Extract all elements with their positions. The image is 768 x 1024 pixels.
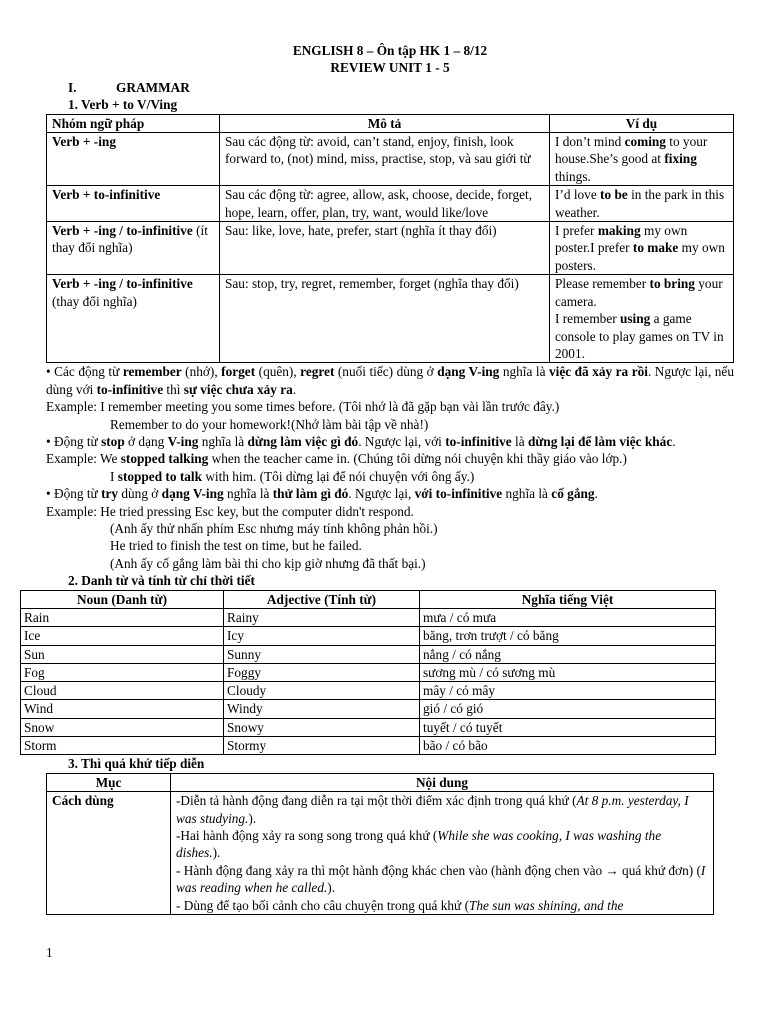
text-run: - Hành động đang xảy ra thì một hành động khác chen vào (hành động chen vào → quá khứ đơn) ( xyxy=(176,862,701,878)
table-row xyxy=(21,682,716,700)
text-run: things. xyxy=(555,168,591,184)
text-run: dừng làm việc gì đó xyxy=(247,433,359,449)
text-run: dạng V-ing xyxy=(437,364,500,380)
text-run: stop xyxy=(101,433,125,449)
text-run: remember xyxy=(122,364,182,380)
subsection-heading-1: 1. Verb + to V/Ving xyxy=(68,97,178,113)
text-run: ). xyxy=(212,845,221,861)
grammar-group-cell xyxy=(47,275,220,363)
text-run: using xyxy=(619,311,651,327)
table-row xyxy=(47,222,734,275)
adjective-cell: Snowy xyxy=(224,718,420,736)
note-paragraph xyxy=(46,485,734,502)
noun-cell: Fog xyxy=(21,663,224,681)
table-row xyxy=(21,627,716,645)
text-run: • Động từ xyxy=(46,486,102,502)
description-cell: Sau các động từ: avoid, can’t stand, enjoy, finish, look forward to, (not) mind, miss, practise, stop, và sau giới từ xyxy=(220,133,550,186)
text-run: - Dùng để tạo bối cảnh cho câu chuyện trong quá khứ ( xyxy=(176,897,469,913)
text-run: Please remember xyxy=(555,276,650,292)
table-row xyxy=(47,275,734,363)
grammar-group-name: Verb + to-infinitive xyxy=(52,187,161,203)
text-run: là xyxy=(511,433,528,449)
text-run: Example: I remember meeting you some times before. (Tôi nhớ là đã gặp bạn vài lần trước đây.) xyxy=(46,399,560,415)
meaning-cell: mây / có mây xyxy=(420,682,716,700)
text-run: sự việc chưa xảy ra xyxy=(183,381,293,397)
text-run: dạng V-ing xyxy=(161,486,224,502)
text-run: While she was cooking, I was washing the dishes. xyxy=(176,828,662,861)
header-cell: Nội dung xyxy=(171,773,714,791)
example-cell xyxy=(550,275,734,363)
adjective-cell: Stormy xyxy=(224,737,420,755)
grammar-notes xyxy=(46,363,734,572)
usage-label: Cách dùng xyxy=(47,792,171,915)
text-run: Example: We xyxy=(46,451,121,467)
text-run: nghĩa là xyxy=(499,364,549,380)
description-cell: Sau: stop, try, regret, remember, forget (nghĩa thay đổi) xyxy=(220,275,550,363)
meaning-cell: nắng / có nắng xyxy=(420,645,716,663)
text-run: . Ngược lại, xyxy=(348,486,415,502)
description-cell: Sau: like, love, hate, prefer, start (nghĩa ít thay đổi) xyxy=(220,222,550,275)
adjective-cell: Rainy xyxy=(224,609,420,627)
page-number: 1 xyxy=(46,945,53,960)
usage-item xyxy=(176,827,708,862)
subsection-heading-2: 2. Danh từ và tính từ chỉ thời tiết xyxy=(68,573,255,589)
section-number: I. xyxy=(68,79,77,95)
grammar-group-cell xyxy=(47,222,220,275)
subsection-heading-3: 3. Thì quá khứ tiếp diễn xyxy=(68,756,205,772)
usage-content xyxy=(171,792,714,915)
text-run: ở dạng xyxy=(124,433,168,449)
document-page xyxy=(24,42,734,915)
text-run: thì xyxy=(163,381,184,397)
text-run: to your house.She’s good at xyxy=(555,134,708,167)
text-run: try xyxy=(101,486,119,502)
note-paragraph xyxy=(46,537,734,554)
text-run: -Diễn tả hành động đang diễn ra tại một thời điểm xác định trong quá khứ ( xyxy=(176,793,577,809)
text-run: your camera. xyxy=(555,276,723,309)
note-paragraph xyxy=(46,520,734,537)
table-row xyxy=(21,645,716,663)
meaning-cell: gió / có gió xyxy=(420,700,716,718)
text-run: He tried to finish the test on time, but he failed. xyxy=(110,538,362,554)
text-run: forget xyxy=(221,364,256,380)
adjective-cell: Windy xyxy=(224,700,420,718)
text-run: với to-infinitive xyxy=(414,486,503,502)
note-paragraph xyxy=(46,555,734,572)
grammar-group-name: Verb + -ing xyxy=(52,134,116,150)
text-run: to be xyxy=(600,187,628,203)
text-run: to bring xyxy=(649,276,695,292)
meaning-cell: mưa / có mưa xyxy=(420,609,716,627)
grammar-group-name: Verb + -ing / to-infinitive xyxy=(52,276,193,292)
note-paragraph xyxy=(46,416,734,433)
text-run: (nuối tiếc) dùng ở xyxy=(334,364,438,380)
table-row xyxy=(47,133,734,186)
grammar-group-cell xyxy=(47,186,220,222)
text-run: making xyxy=(597,223,641,239)
usage-item xyxy=(176,897,708,914)
text-run: dùng ở xyxy=(118,486,162,502)
text-run: Example: He tried pressing Esc key, but the computer didn't respond. xyxy=(46,503,414,519)
text-run: to-infinitive xyxy=(445,433,512,449)
doc-subtitle: REVIEW UNIT 1 - 5 xyxy=(330,60,450,76)
header-cell: Mô tả xyxy=(220,114,550,132)
text-run: with him. (Tôi dừng lại để nói chuyện với ông ấy.) xyxy=(202,468,475,484)
note-paragraph xyxy=(46,363,734,398)
text-run: (Anh ấy cố gắng làm bài thi cho kịp giờ nhưng đã thất bại.) xyxy=(110,555,426,571)
text-run: (Anh ấy thử nhấn phím Esc nhưng máy tính không phản hồi.) xyxy=(110,520,438,536)
text-run: -Hai hành động xảy ra song song trong quá khứ ( xyxy=(176,828,438,843)
doc-title: ENGLISH 8 – Ôn tập HK 1 – 8/12 xyxy=(292,43,488,58)
table-row xyxy=(47,792,714,915)
header-cell: Adjective (Tính từ) xyxy=(224,590,420,608)
text-run: việc đã xảy ra rồi xyxy=(549,364,648,380)
usage-item xyxy=(176,862,708,897)
meaning-cell: bão / có bão xyxy=(420,737,716,755)
grammar-group-cell xyxy=(47,133,220,186)
section-title: GRAMMAR xyxy=(116,79,190,95)
grammar-group-note: (ít thay đổi nghĩa) xyxy=(52,223,208,256)
text-run: nghĩa là xyxy=(502,486,552,502)
text-run: in the park in this weather. xyxy=(555,187,725,220)
section-heading xyxy=(46,79,734,96)
text-run: . Ngược lại, nếu dùng với xyxy=(46,364,734,397)
header-cell: Ví dụ xyxy=(550,114,734,132)
text-run: a game console to play games on TV in 2001. xyxy=(555,311,724,361)
example-cell xyxy=(550,133,734,186)
meaning-cell: băng, trơn trượt / có băng xyxy=(420,627,716,645)
text-run: stopped talking xyxy=(120,451,209,467)
noun-cell: Cloud xyxy=(21,682,224,700)
text-run: I xyxy=(110,468,118,484)
text-run: At 8 p.m. yesterday, I was studying. xyxy=(176,793,689,826)
text-run: . xyxy=(672,433,676,449)
adjective-cell: Foggy xyxy=(224,663,420,681)
text-run: when the teacher came in. (Chúng tôi dừng nói chuyện khi thầy giáo vào lớp.) xyxy=(208,451,627,467)
noun-cell: Wind xyxy=(21,700,224,718)
text-run: coming xyxy=(624,134,666,150)
text-run: thử làm gì đó xyxy=(272,486,349,502)
text-run: V-ing xyxy=(167,433,199,449)
table-row xyxy=(21,609,716,627)
description-cell: Sau các động từ: agree, allow, ask, choose, decide, forget, hope, learn, offer, plan, try, want, would like/love xyxy=(220,186,550,222)
text-run: fixing xyxy=(664,151,697,167)
text-run: (quên), xyxy=(255,364,301,380)
past-continuous-table xyxy=(46,773,714,915)
meaning-cell: tuyết / có tuyết xyxy=(420,718,716,736)
header-cell: Noun (Danh từ) xyxy=(21,590,224,608)
adjective-cell: Icy xyxy=(224,627,420,645)
text-run: The sun was shining, and the xyxy=(469,897,624,913)
note-paragraph xyxy=(46,450,734,467)
text-run: nghĩa là xyxy=(223,486,273,502)
adjective-cell: Sunny xyxy=(224,645,420,663)
adjective-cell: Cloudy xyxy=(224,682,420,700)
table-header-row xyxy=(21,590,716,608)
table-row xyxy=(47,186,734,222)
table-header-row xyxy=(47,114,734,132)
example-cell xyxy=(550,222,734,275)
text-run: to-infinitive xyxy=(96,381,164,397)
noun-cell: Snow xyxy=(21,718,224,736)
text-run: to make xyxy=(632,240,679,256)
text-run: stopped to talk xyxy=(117,468,202,484)
text-run: nghĩa là xyxy=(198,433,248,449)
text-run: (nhớ), xyxy=(181,364,222,380)
noun-cell: Ice xyxy=(21,627,224,645)
text-run: . Ngược lại, với xyxy=(358,433,446,449)
table-row xyxy=(21,737,716,755)
table-row xyxy=(21,718,716,736)
text-run: I don’t mind xyxy=(555,134,625,150)
text-run: I remember xyxy=(555,311,620,327)
verb-pattern-table xyxy=(46,114,734,364)
noun-cell: Sun xyxy=(21,645,224,663)
text-run: I was reading when he called. xyxy=(176,862,706,896)
table-header-row xyxy=(47,773,714,791)
text-run: cố gắng xyxy=(551,486,595,502)
header-cell: Nghĩa tiếng Việt xyxy=(420,590,716,608)
text-run: ). xyxy=(327,880,336,896)
text-run: my own poster.I prefer xyxy=(555,223,688,256)
text-run: • Động từ xyxy=(46,433,102,449)
header-cell: Mục xyxy=(47,773,171,791)
note-paragraph xyxy=(46,433,734,450)
text-run: I prefer xyxy=(555,223,598,239)
text-run: dừng lại để làm việc khác xyxy=(527,433,673,449)
noun-cell: Storm xyxy=(21,737,224,755)
text-run: . xyxy=(292,381,297,397)
text-run: I’d love xyxy=(555,187,601,203)
table-row xyxy=(21,663,716,681)
text-run: Remember to do your homework!(Nhớ làm bài tập về nhà!) xyxy=(110,416,429,432)
meaning-cell: sương mù / có sương mù xyxy=(420,663,716,681)
header-cell: Nhóm ngữ pháp xyxy=(47,114,220,132)
text-run: regret xyxy=(300,364,335,380)
grammar-group-note: (thay đổi nghĩa) xyxy=(52,293,137,309)
text-run: my own posters. xyxy=(555,240,725,273)
text-run: • Các động từ xyxy=(46,364,123,380)
text-run: . xyxy=(594,486,598,502)
table-row xyxy=(21,700,716,718)
usage-item xyxy=(176,792,708,827)
text-run: ). xyxy=(248,810,257,826)
note-paragraph xyxy=(46,468,734,485)
example-cell xyxy=(550,186,734,222)
grammar-group-name: Verb + -ing / to-infinitive xyxy=(52,223,193,239)
weather-words-table xyxy=(20,590,716,756)
note-paragraph xyxy=(46,398,734,415)
note-paragraph xyxy=(46,503,734,520)
noun-cell: Rain xyxy=(21,609,224,627)
